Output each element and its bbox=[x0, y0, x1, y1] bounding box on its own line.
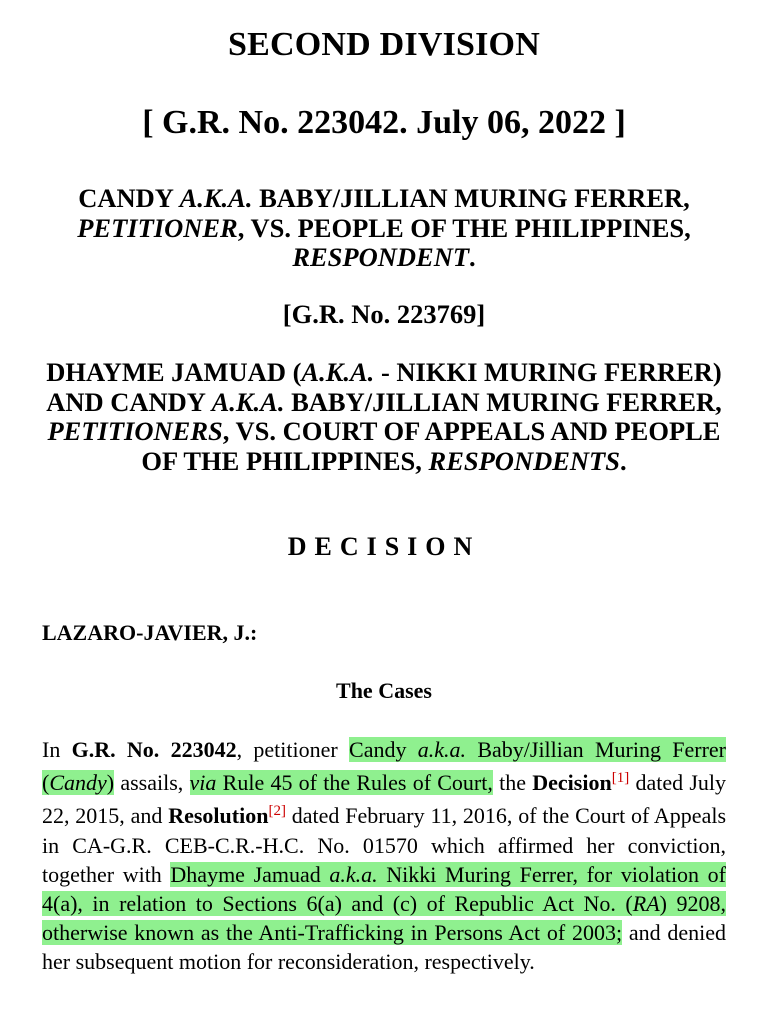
case-title-2: DHAYME JAMUAD (A.K.A. - NIKKI MURING FERRER) AND CANDY A.K.A. BABY/JILLIAN MURING FERRER, PETITIONERS, VS. COURT OF APPEALS AND PEOPLE OF THE PHILIPPINES, RESPONDENTS. bbox=[46, 357, 722, 476]
gr-number-heading: [ G.R. No. 223042. July 06, 2022 ] bbox=[142, 104, 626, 141]
highlight-via-rule-45: via Rule 45 of the Rules of Court, bbox=[189, 770, 493, 796]
division-heading: SECOND DIVISION bbox=[228, 26, 540, 63]
decision-heading: DECISION bbox=[287, 532, 481, 561]
footnote-link-1[interactable]: [1] bbox=[611, 770, 630, 787]
footnote-link-2[interactable]: [2] bbox=[268, 803, 286, 820]
section-heading-the-cases: The Cases bbox=[336, 678, 432, 703]
highlight-candy: Candy a.k.a. Baby/Jillian Muring Ferrer (Candy) bbox=[42, 737, 726, 796]
highlight-dhayme-violation: Dhayme Jamuad a.k.a. Nikki Muring Ferrer, for violation of 4(a), in relation to Sections 6(a) and (c) of Republic Act No. (RA) 9208, otherwise known as the Anti-Trafficking in Persons Act of 2003; bbox=[42, 861, 726, 946]
opening-paragraph: In G.R. No. 223042, petitioner Candy a.k.a. Baby/Jillian Muring Ferrer (Candy) assails, via Rule 45 of the Rules of Court, the Decision[1] dated July 22, 2015, and Resolution[2] dated February 11, 2016, of the Court of Appeals in CA-G.R. CEB-C.R.-H.C. No. 01570 which affirmed her conviction, together with Dhayme Jamuad a.k.a. Nikki Muring Ferrer, for violation of 4(a), in relation to Sections 6(a) and (c) of Republic Act No. (RA) 9208, otherwise known as the Anti-Trafficking in Persons Act of 2003; and denied her subsequent motion for reconsideration, respectively. bbox=[42, 737, 727, 975]
case-title-1: CANDY A.K.A. BABY/JILLIAN MURING FERRER, PETITIONER, VS. PEOPLE OF THE PHILIPPINES, RESPONDENT. bbox=[77, 183, 691, 272]
consolidated-gr-number: [G.R. No. 223769] bbox=[282, 299, 486, 329]
ponente: LAZARO-JAVIER, J.: bbox=[42, 620, 258, 645]
